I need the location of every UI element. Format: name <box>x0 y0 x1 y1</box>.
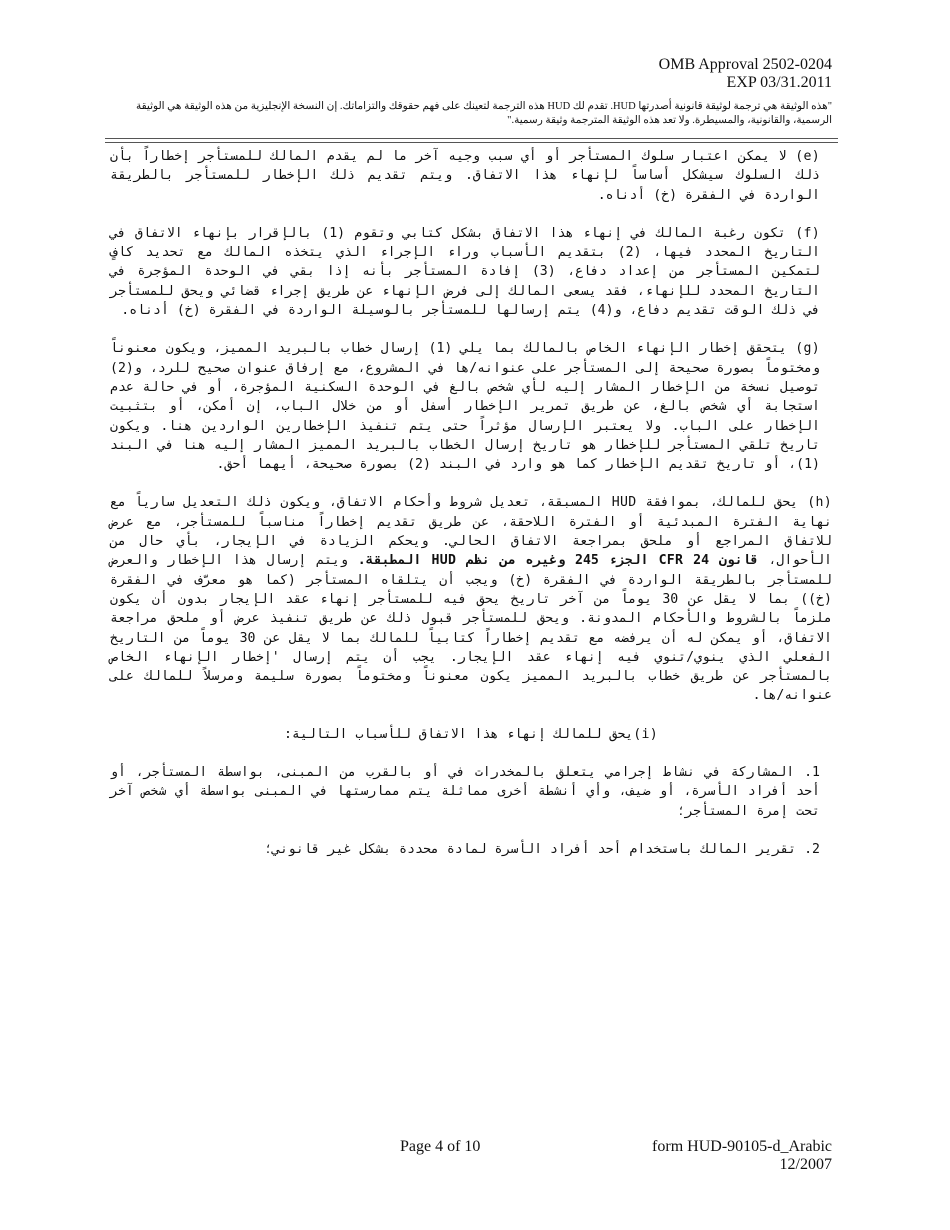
document-body <box>110 147 832 878</box>
form-id <box>652 1138 832 1174</box>
paragraph-h <box>110 493 832 705</box>
paragraph-h-part1: (h) يحق للمالك، بموافقة HUD المسبقة، تعديل شروط وأحكام الاتفاق، ويكون ذلك التعديل سارياً مع نهاية الفترة المبدئية أو الفترة اللاحقة، عن طريق تقديم إخطاراً مناسباً للمستأجر، مع عرض للاتفاق المراجع أو ملحق بمراجعة الاتفاق الحالي. ويحكم الزيادة في الإيجار، بأي حال من الأحوال، <box>110 495 832 569</box>
form-date: 12/2007 <box>779 1156 832 1173</box>
header-divider-second <box>105 142 838 143</box>
paragraph-f: (f) تكون رغبة المالك في إنهاء هذا الاتفاق بشكل كتابي وتقوم (1) بالإقرار بإنهاء الاتفاق في التاريخ المحدد فيها، (2) بتقديم الأسباب وراء الإجراء الذي يتخذه المالك مع تحديد كافٍ لتمكين المستأجر من إعداد دفاع، (3) إفادة المستأجر بأنه إذا بقي في الوحدة المؤجرة في التاريخ المحدد للإنهاء، فقد يسعى المالك إلى فرض الإنهاء عن طريق إجراء قضائي ويحق للمستأجر في ذلك الوقت تقديم دفاع، و(4) يتم إرسالها للمستأجر بالوسيلة الواردة في الفقرة (خ) أدناه. <box>110 225 821 319</box>
paragraph-g: (g) يتحقق إخطار الإنهاء الخاص بالمالك بما يلي (1) إرسال خطاب بالبريد المميز، ويكون معنوناً ومختوماً بصورة صحيحة إلى المستأجر على عنوانه/ها في المشروع، مع إرفاق عنوان صحيح للرد، و(2) توصيل نسخة من الإخطار المشار إليه لأي شخص بالغ في الوحدة السكنية المؤجرة، أو في حالة عدم استجابة أي شخص بالغ، عن طريق تمرير الإخطار أسفل أو من خلال الباب، إن أمكن، أو بتثبيت الإخطار على الباب. ولا يعتبر الإرسال مؤثراً حتى يتم تنفيذ الإخطارين الواردين هنا. ويكون تاريخ تلقي المستأجر للإخطار هو تاريخ إرسال الخطاب بالبريد المميز المشار إليه هنا في البند (1)، أو تاريخ تقديم الإخطار كما هو وارد في البند (2) بصورة صحيحة، أيهما أحق. <box>110 341 820 473</box>
page-number: Page 4 of 10 <box>400 1138 481 1155</box>
paragraph-h-part2: ويتم إرسال هذا الإخطار والعرض للمستأجر بالطريقة الواردة في الفقرة (خ) ويجب أن يتلقاه المستأجر (كما هو معرّف في الفقرة (خ)) بما لا يقل عن 30 يوماً من آخر تاريخ يحق فيه للمستأجر إنهاء عقد الإيجار بدون أن يكون ملزماً بالشروط والأحكام المدونة. ويحق للمستأجر قبول ذلك عن طريق تنفيذ عرض أو ملحق مراجعة الاتفاق، أو يمكن له أن يرفضه مع تقديم إخطاراً كتابياً للمالك بما لا يقل عن 30 يوماً من التاريخ الفعلي الذي ينوي/تنوي فيه إنهاء عقد الإيجار. يجب أن يتم إرسال 'إخطار الإنهاء الخاص بالمستأجر عن طريق خطاب بالبريد المميز يكون معنوناً ومختوماً بصورة سليمة ومرسلاً للمالك على عنوانه/ها. <box>110 553 832 704</box>
paragraph-i: (i)يحق للمالك إنهاء هذا الاتفاق للأسباب التالية: <box>283 726 659 742</box>
termination-reason-1: 1. المشاركة في نشاط إجرامي يتعلق بالمخدرات في أو بالقرب من المبنى، بواسطة المستأجر، أو أحد أفراد الأسرة، أو ضيف، وأي أنشطة أخرى مماثلة يتم ممارستها في المبنى بواسطة أي شخص آخر تحت إمرة المستأجر؛ <box>110 765 820 819</box>
form-number: form HUD-90105-d_Arabic <box>652 1138 832 1155</box>
omb-approval <box>659 56 832 92</box>
paragraph-e: (e) لا يمكن اعتبار سلوك المستأجر أو أي سبب وجيه آخر ما لم يقدم المالك للمستأجر إخطاراً بأن ذلك السلوك سيشكل أساساً لإنهاء هذا الاتفاق. ويتم تقديم ذلك الإخطار للمستأجر بالطريقة الواردة في الفقرة (خ) أدناه. <box>110 149 820 203</box>
paragraph-h-bold-citation: قانون 24 CFR الجزء 245 وغيره من نظم HUD المطبقة. <box>357 553 759 569</box>
header-divider <box>105 138 838 139</box>
translation-notice: "هذه الوثيقة هي ترجمة لوثيقة قانونية أصدرتها HUD. تقدم لك HUD هذه الترجمة لتعينك على فهم حقوقك والتزاماتك. إن النسخة الإنجليزية من هذه الوثيقة هي الوثيقة الرسمية، والقانونية، والمسيطرة. ولا تعد هذه الوثيقة المترجمة وثيقة رسمية." <box>135 101 832 126</box>
omb-expiration: EXP 03/31.2011 <box>726 74 832 91</box>
omb-approval-number: OMB Approval 2502-0204 <box>658 56 832 73</box>
termination-reason-2: 2. تقرير المالك باستخدام أحد أفراد الأسرة لمادة محددة بشكل غير قانوني؛ <box>264 841 820 857</box>
